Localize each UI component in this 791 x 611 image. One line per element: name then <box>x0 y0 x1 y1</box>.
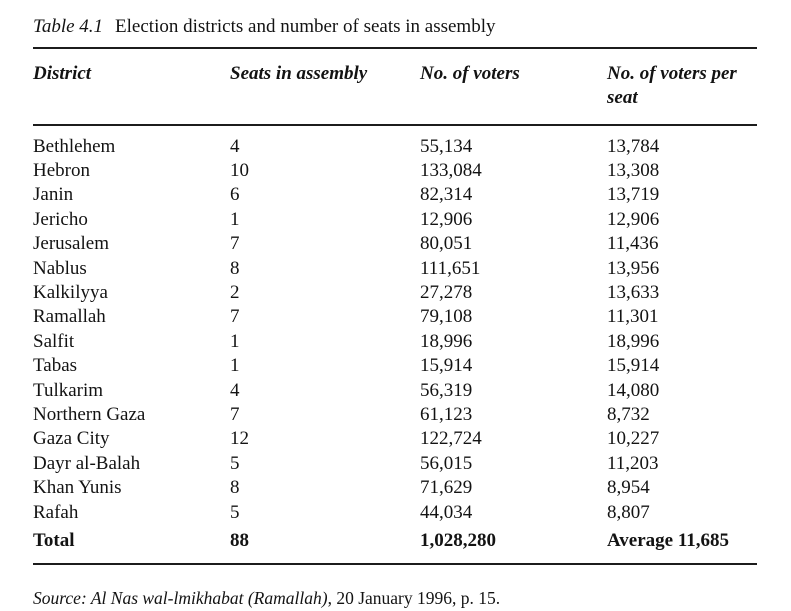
table-row <box>33 257 757 281</box>
voters-per-seat-cell: 10,227 <box>607 428 660 450</box>
table-row <box>33 427 757 451</box>
seats-cell: 2 <box>230 281 240 303</box>
table-row <box>33 183 757 207</box>
table-row <box>33 232 757 256</box>
seats-cell: 5 <box>230 452 240 474</box>
voters-cell: 82,314 <box>420 184 473 206</box>
seats-cell: 1 <box>230 208 240 230</box>
seats-cell: 8 <box>230 257 240 279</box>
district-cell: Nablus <box>33 257 87 279</box>
voters-per-seat-cell: 8,732 <box>607 403 650 425</box>
header-district: District <box>33 63 92 84</box>
table-row <box>33 452 757 476</box>
source-rest: , 20 January 1996, p. 15. <box>327 588 501 608</box>
district-cell: Tulkarim <box>33 379 104 401</box>
seats-cell: 1 <box>230 330 240 352</box>
seats-cell: 10 <box>230 159 249 181</box>
district-cell: Salfit <box>33 330 75 352</box>
voters-cell: 111,651 <box>420 257 481 279</box>
voters-per-seat-cell: 13,308 <box>607 159 660 181</box>
voters-per-seat-cell: 13,784 <box>607 135 660 157</box>
voters-cell: 55,134 <box>420 135 473 157</box>
table-caption-label: Table 4.1 <box>33 16 104 37</box>
table-row <box>33 354 757 378</box>
voters-per-seat-cell: 8,954 <box>607 477 650 499</box>
table-row <box>33 135 757 159</box>
district-cell: Gaza City <box>33 428 110 450</box>
voters-cell: 27,278 <box>420 281 473 303</box>
district-cell: Janin <box>33 184 74 206</box>
voters-cell: 133,084 <box>420 159 482 181</box>
table-row <box>33 501 757 525</box>
seats-cell: 8 <box>230 477 240 499</box>
header-seats: Seats in assembly <box>230 63 368 84</box>
voters-per-seat-cell: 14,080 <box>607 379 660 401</box>
total-voters-cell: 1,028,280 <box>420 530 496 551</box>
district-cell: Dayr al-Balah <box>33 452 141 474</box>
table-header-row <box>33 49 757 124</box>
total-seats-cell: 88 <box>230 530 249 551</box>
header-voters: No. of voters <box>420 63 520 84</box>
district-cell: Jerusalem <box>33 233 109 255</box>
voters-per-seat-cell: 11,203 <box>607 452 659 474</box>
voters-per-seat-cell: 18,996 <box>607 330 660 352</box>
voters-per-seat-cell: 11,436 <box>607 233 659 255</box>
seats-cell: 4 <box>230 135 240 157</box>
seats-cell: 5 <box>230 501 240 523</box>
voters-cell: 44,034 <box>420 501 473 523</box>
voters-cell: 79,108 <box>420 306 473 328</box>
voters-cell: 71,629 <box>420 477 473 499</box>
seats-cell: 4 <box>230 379 240 401</box>
seats-cell: 7 <box>230 306 240 328</box>
voters-cell: 56,319 <box>420 379 473 401</box>
voters-per-seat-cell: 13,633 <box>607 281 660 303</box>
district-cell: Khan Yunis <box>33 477 122 499</box>
seats-cell: 6 <box>230 184 240 206</box>
table-row <box>33 379 757 403</box>
voters-per-seat-cell: 13,956 <box>607 257 660 279</box>
seats-cell: 12 <box>230 428 249 450</box>
district-cell: Bethlehem <box>33 135 116 157</box>
district-cell: Kalkilyya <box>33 281 108 303</box>
seats-cell: 7 <box>230 233 240 255</box>
header-voters-per-seat: No. of voters per seat <box>607 63 737 108</box>
table-row <box>33 403 757 427</box>
table-caption <box>33 14 757 40</box>
table-row <box>33 330 757 354</box>
voters-cell: 12,906 <box>420 208 473 230</box>
table-row <box>33 305 757 329</box>
source-work: Al Nas wal-lmikhabat (Ramallah) <box>86 588 328 608</box>
table-row <box>33 159 757 183</box>
table-caption-text: Election districts and number of seats in assembly <box>115 16 496 37</box>
district-cell: Jericho <box>33 208 88 230</box>
voters-cell: 56,015 <box>420 452 473 474</box>
voters-per-seat-cell: 13,719 <box>607 184 660 206</box>
district-cell: Northern Gaza <box>33 403 146 425</box>
table-row <box>33 281 757 305</box>
total-label-cell: Total <box>33 530 75 551</box>
table-row <box>33 476 757 500</box>
voters-cell: 61,123 <box>420 403 473 425</box>
voters-per-seat-cell: 15,914 <box>607 355 660 377</box>
district-cell: Hebron <box>33 159 90 181</box>
district-cell: Ramallah <box>33 306 106 328</box>
seats-cell: 1 <box>230 355 240 377</box>
bottom-rule <box>33 563 757 565</box>
total-voters-per-seat-cell: Average 11,685 <box>607 530 730 551</box>
district-cell: Rafah <box>33 501 79 523</box>
district-cell: Tabas <box>33 355 78 377</box>
voters-cell: 18,996 <box>420 330 473 352</box>
voters-cell: 15,914 <box>420 355 473 377</box>
source-line <box>33 587 757 609</box>
voters-per-seat-cell: 12,906 <box>607 208 660 230</box>
voters-cell: 80,051 <box>420 233 473 255</box>
table-body <box>33 126 757 564</box>
voters-per-seat-cell: 8,807 <box>607 501 650 523</box>
table-total-row <box>33 525 757 563</box>
source-label: Source: <box>33 588 87 608</box>
seats-cell: 7 <box>230 403 240 425</box>
voters-per-seat-cell: 11,301 <box>607 306 659 328</box>
voters-cell: 122,724 <box>420 428 482 450</box>
table-row <box>33 208 757 232</box>
